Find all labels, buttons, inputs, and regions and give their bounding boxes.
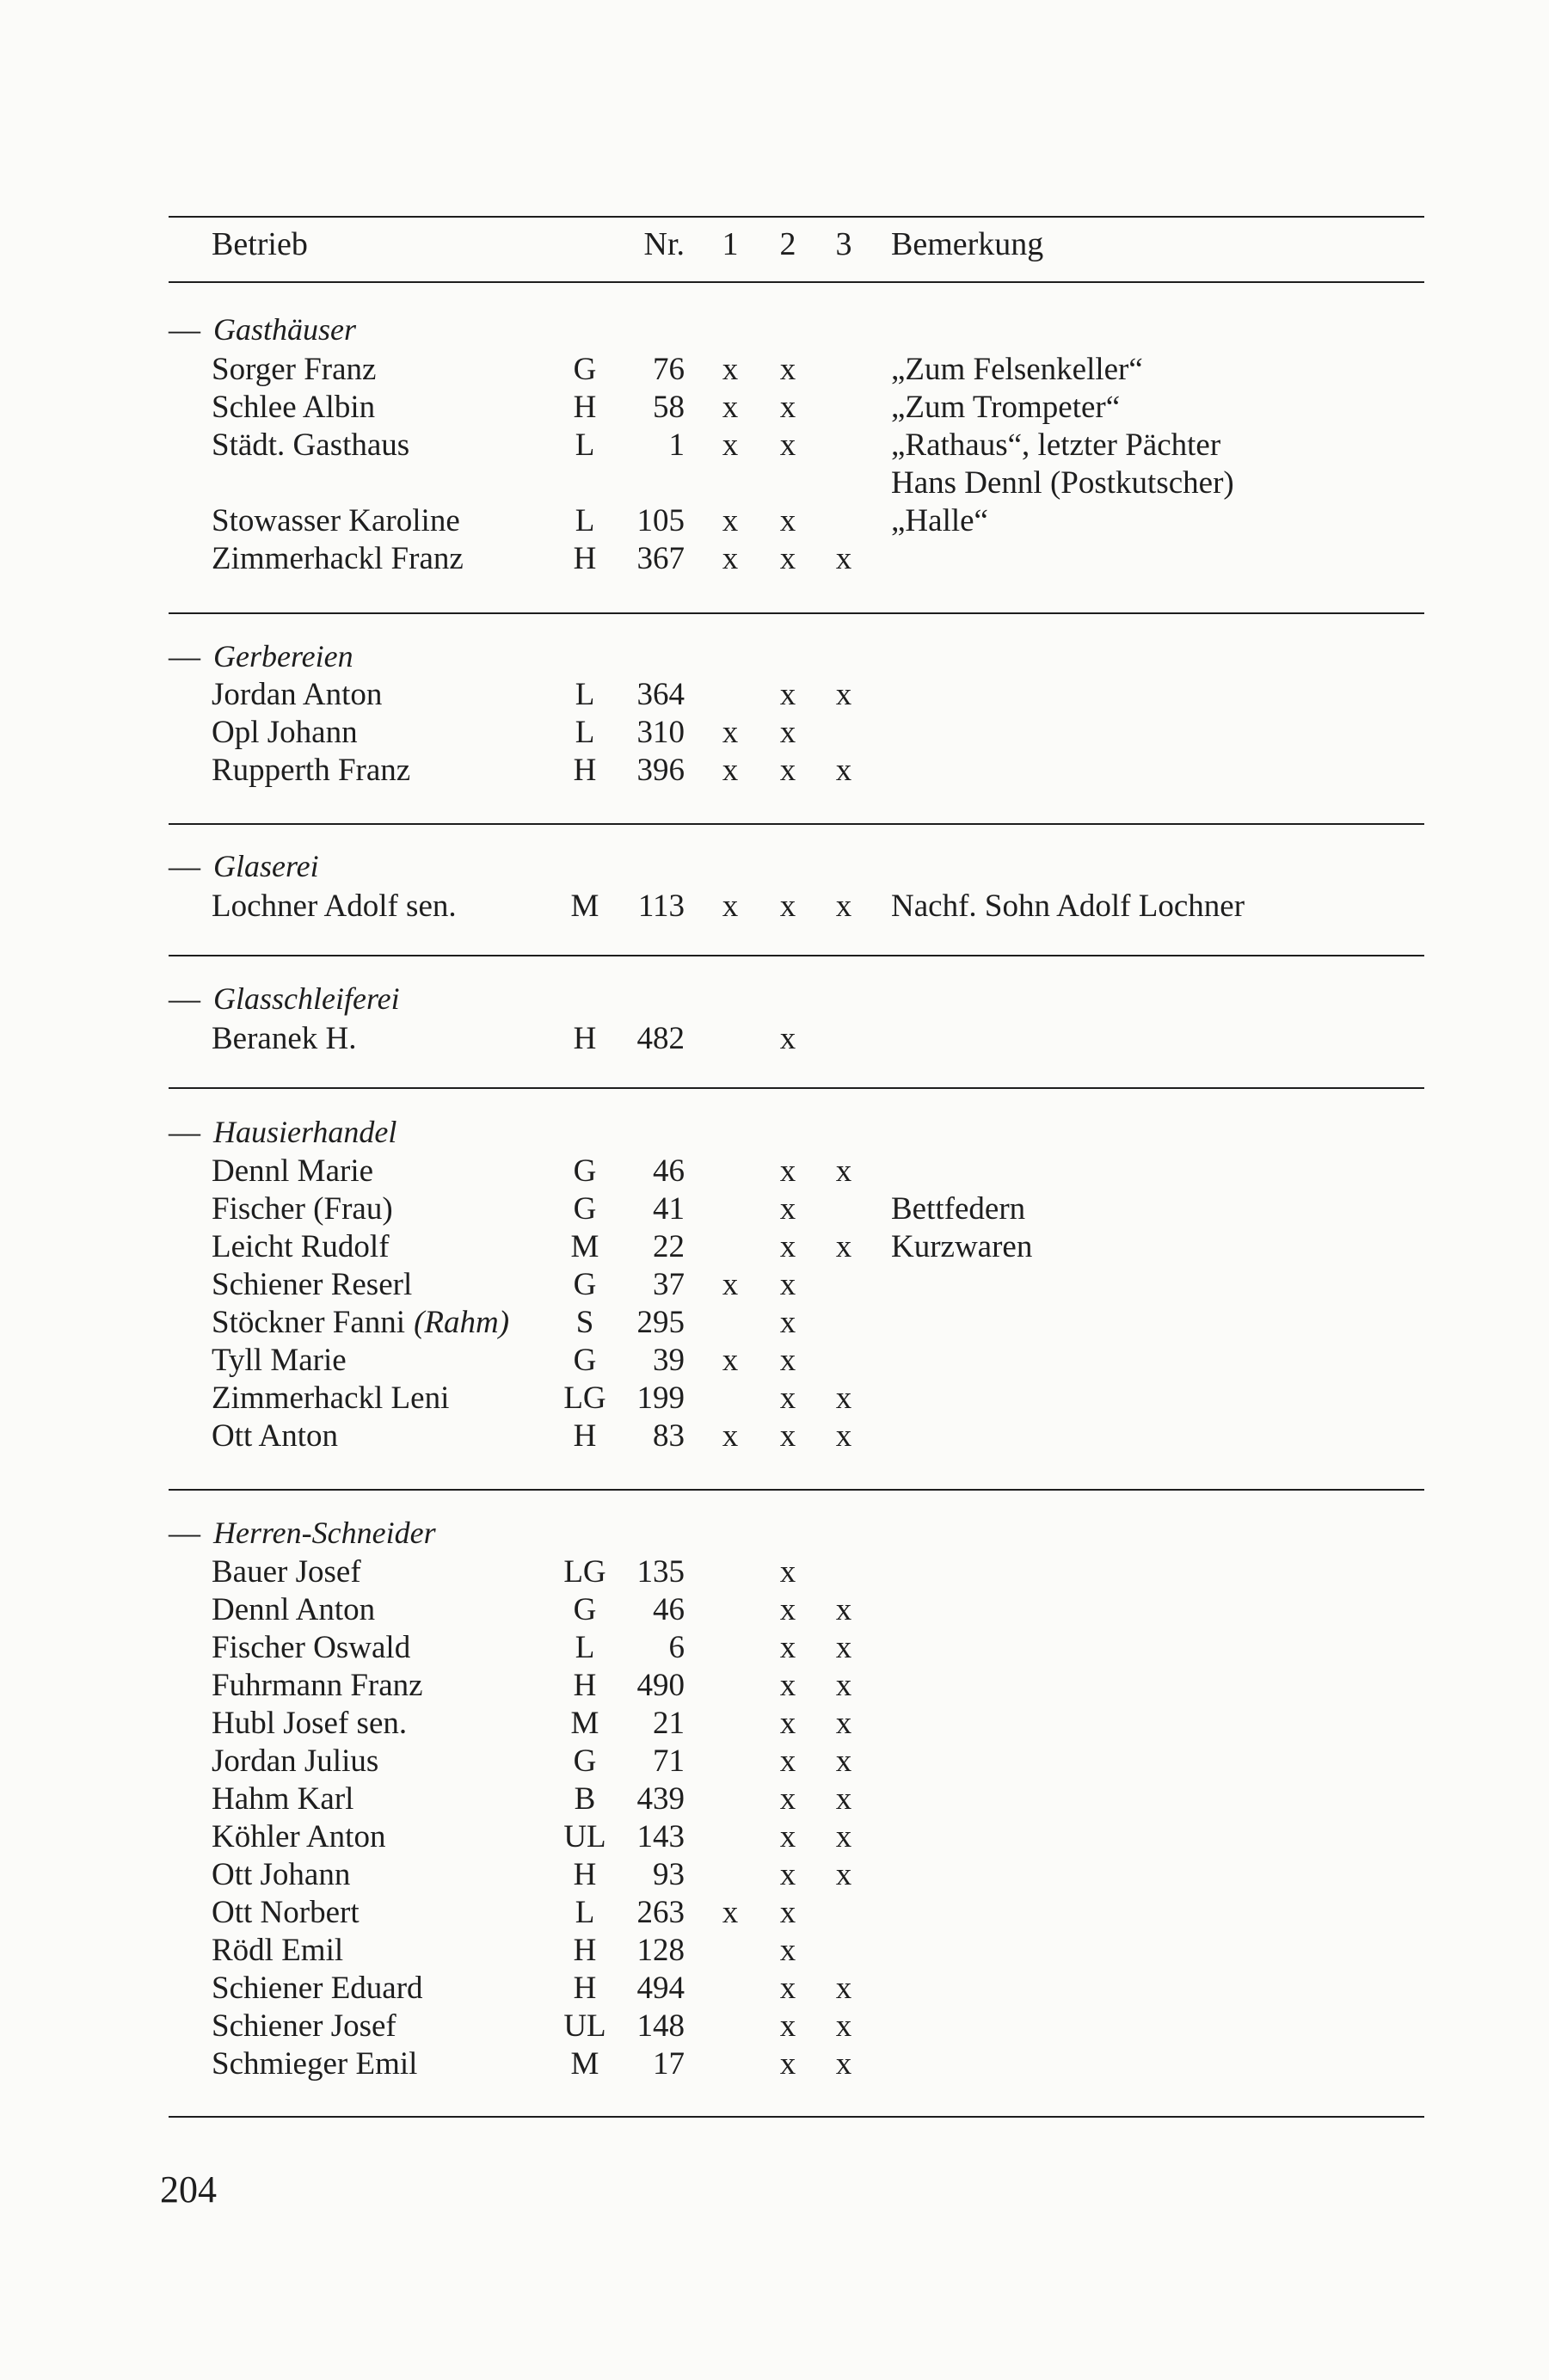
entry-col-2: x: [779, 1819, 796, 1854]
entry-col-2: x: [779, 1418, 796, 1454]
section-rule: [169, 823, 1424, 825]
entry-col-3: x: [835, 1153, 852, 1189]
header-col-2: 2: [779, 226, 796, 262]
entry-nr: 113: [637, 889, 685, 924]
section-rule: [169, 955, 1424, 956]
entry-name-group: [212, 1304, 509, 1341]
entry-name: Schmieger Emil: [212, 2046, 418, 2082]
entry-remark: Hans Dennl (Postkutscher): [891, 465, 1234, 501]
entry-col-2: x: [779, 753, 796, 788]
entry-name: Zimmerhackl Leni: [212, 1381, 450, 1416]
entry-nr: 494: [636, 1971, 685, 2006]
entry-code: M: [570, 1229, 599, 1264]
section-dash: —: [169, 312, 200, 347]
entry-nr: 6: [668, 1630, 685, 1665]
entry-nr: 17: [653, 2046, 685, 2082]
entry-code: H: [573, 541, 597, 576]
entry-code: LG: [563, 1554, 606, 1590]
entry-col-2: x: [779, 1343, 796, 1378]
entry-col-2: x: [779, 1781, 796, 1817]
entry-remark: „Zum Felsenkeller“: [891, 352, 1143, 387]
entry-code: H: [573, 1021, 597, 1056]
page-number: 204: [160, 2168, 217, 2211]
entry-name: Sorger Franz: [212, 352, 377, 387]
entry-col-3: x: [835, 1743, 852, 1779]
entry-col-1: x: [722, 427, 739, 463]
entry-name: Städt. Gasthaus: [212, 427, 410, 463]
entry-col-3: x: [835, 1381, 852, 1416]
entry-remark: „Zum Trompeter“: [891, 390, 1121, 425]
entry-code: G: [573, 1191, 597, 1227]
entry-remark: Kurzwaren: [891, 1229, 1033, 1264]
entry-code: L: [575, 715, 595, 750]
entry-col-1: x: [722, 1267, 739, 1302]
entry-col-3: x: [835, 753, 852, 788]
entry-code: L: [575, 1630, 595, 1665]
entry-col-2: x: [779, 677, 796, 712]
entry-nr: 83: [653, 1418, 685, 1454]
entry-col-1: x: [722, 715, 739, 750]
entry-col-1: x: [722, 753, 739, 788]
entry-col-3: x: [835, 1668, 852, 1703]
entry-code: M: [570, 2046, 599, 2082]
section-dash: —: [169, 1115, 200, 1150]
entry-nr: 367: [636, 541, 685, 576]
entry-col-2: x: [779, 1305, 796, 1340]
entry-col-3: x: [835, 1229, 852, 1264]
entry-col-3: x: [835, 1971, 852, 2006]
entry-col-2: x: [779, 1229, 796, 1264]
entry-code: G: [573, 1153, 597, 1189]
entry-nr: 41: [653, 1191, 685, 1227]
entry-col-2: x: [779, 1857, 796, 1892]
section-dash: —: [169, 639, 200, 674]
entry-name: Hahm Karl: [212, 1781, 354, 1817]
entry-code: H: [573, 1971, 597, 2006]
header-nr: Nr.: [643, 226, 685, 262]
entry-col-2: x: [779, 541, 796, 576]
entry-code: G: [573, 352, 597, 387]
section-rule: [169, 612, 1424, 614]
entry-col-3: x: [835, 2046, 852, 2082]
entry-nr: 76: [653, 352, 685, 387]
entry-col-2: x: [779, 1668, 796, 1703]
entry-name: Rödl Emil: [212, 1933, 344, 1968]
entry-col-2: x: [779, 1021, 796, 1056]
entry-col-3: x: [835, 541, 852, 576]
entry-col-3: x: [835, 1418, 852, 1454]
entry-name: Jordan Anton: [212, 677, 383, 712]
entry-code: M: [570, 889, 599, 924]
entry-name: Stöckner Fanni: [212, 1305, 406, 1340]
entry-code: UL: [563, 1819, 606, 1854]
entry-name: Ott Johann: [212, 1857, 351, 1892]
entry-code: L: [575, 1895, 595, 1930]
entry-nr: 135: [636, 1554, 685, 1590]
header-col-1: 1: [722, 226, 739, 262]
entry-col-3: x: [835, 2008, 852, 2044]
entry-name: Schiener Josef: [212, 2008, 396, 2044]
entry-nr: 21: [653, 1706, 685, 1741]
entry-col-3: x: [835, 889, 852, 924]
entry-name: Beranek H.: [212, 1021, 357, 1056]
entry-code: S: [575, 1305, 594, 1340]
entry-col-1: x: [722, 889, 739, 924]
entry-col-1: x: [722, 390, 739, 425]
entry-code: L: [575, 427, 595, 463]
entry-name: Leicht Rudolf: [212, 1229, 390, 1264]
entry-code: M: [570, 1706, 599, 1741]
entry-nr: 490: [636, 1668, 685, 1703]
entry-col-2: x: [779, 1743, 796, 1779]
entry-name: Opl Johann: [212, 715, 358, 750]
entry-col-2: x: [779, 1592, 796, 1627]
entry-name: Fischer (Frau): [212, 1191, 393, 1227]
entry-col-3: x: [835, 677, 852, 712]
entry-name: Schlee Albin: [212, 390, 376, 425]
entry-nr: 143: [636, 1819, 685, 1854]
entry-name-note: (Rahm): [414, 1305, 510, 1340]
entry-col-2: x: [779, 1895, 796, 1930]
entry-col-3: x: [835, 1781, 852, 1817]
entry-col-2: x: [779, 352, 796, 387]
section-rule: [169, 1489, 1424, 1491]
entry-name: Lochner Adolf sen.: [212, 889, 457, 924]
section-rule: [169, 2116, 1424, 2118]
entry-nr: 310: [636, 715, 685, 750]
entry-remark: Bettfedern: [891, 1191, 1026, 1227]
entry-code: L: [575, 677, 595, 712]
entry-col-2: x: [779, 1191, 796, 1227]
entry-nr: 1: [668, 427, 685, 463]
section-title: Herren-Schneider: [213, 1516, 436, 1550]
entry-code: G: [573, 1743, 597, 1779]
entry-remark: „Rathaus“, letzter Pächter: [891, 427, 1221, 463]
entry-name: Dennl Anton: [212, 1592, 376, 1627]
entry-code: UL: [563, 2008, 606, 2044]
entry-nr: 148: [636, 2008, 685, 2044]
section-title: Gerbereien: [213, 639, 353, 673]
entry-code: H: [573, 1933, 597, 1968]
entry-nr: 295: [636, 1305, 685, 1340]
entry-nr: 46: [653, 1153, 685, 1189]
entry-code: G: [573, 1592, 597, 1627]
entry-col-1: x: [722, 1343, 739, 1378]
entry-col-2: x: [779, 390, 796, 425]
header-bemerkung: Bemerkung: [891, 226, 1044, 262]
entry-col-3: x: [835, 1630, 852, 1665]
entry-name: Rupperth Franz: [212, 753, 411, 788]
entry-nr: 46: [653, 1592, 685, 1627]
entry-col-3: x: [835, 1706, 852, 1741]
entry-code: H: [573, 1668, 597, 1703]
section-title: Gasthäuser: [213, 312, 357, 347]
header-rule: [169, 281, 1424, 283]
entry-col-2: x: [779, 1933, 796, 1968]
entry-name: Fuhrmann Franz: [212, 1668, 423, 1703]
entry-code: G: [573, 1267, 597, 1302]
entry-code: H: [573, 390, 597, 425]
entry-col-2: x: [779, 427, 796, 463]
entry-col-3: x: [835, 1857, 852, 1892]
entry-col-1: x: [722, 541, 739, 576]
entry-col-2: x: [779, 889, 796, 924]
section-title: Hausierhandel: [213, 1115, 397, 1149]
entry-name: Ott Norbert: [212, 1895, 360, 1930]
entry-code: G: [573, 1343, 597, 1378]
entry-col-2: x: [779, 715, 796, 750]
entry-nr: 39: [653, 1343, 685, 1378]
entry-col-1: x: [722, 1418, 739, 1454]
entry-col-2: x: [779, 1971, 796, 2006]
entry-col-2: x: [779, 2008, 796, 2044]
entry-nr: 22: [653, 1229, 685, 1264]
entry-nr: 93: [653, 1857, 685, 1892]
header-col-3: 3: [835, 226, 852, 262]
header-betrieb: Betrieb: [212, 226, 308, 262]
entry-col-2: x: [779, 1153, 796, 1189]
entry-name: Hubl Josef sen.: [212, 1706, 408, 1741]
entry-nr: 396: [636, 753, 685, 788]
entry-name: Schiener Reserl: [212, 1267, 413, 1302]
entry-code: L: [575, 503, 595, 538]
entry-code: LG: [563, 1381, 606, 1416]
entry-col-3: x: [835, 1819, 852, 1854]
entry-name: Jordan Julius: [212, 1743, 379, 1779]
entry-col-2: x: [779, 1630, 796, 1665]
entry-col-2: x: [779, 503, 796, 538]
entry-remark: „Halle“: [891, 503, 988, 538]
entry-remark: Nachf. Sohn Adolf Lochner: [891, 889, 1245, 924]
entry-col-2: x: [779, 1267, 796, 1302]
entry-col-2: x: [779, 1706, 796, 1741]
entry-col-2: x: [779, 1554, 796, 1590]
entry-nr: 482: [636, 1021, 685, 1056]
entry-nr: 58: [653, 390, 685, 425]
entry-name: Tyll Marie: [212, 1343, 347, 1378]
section-rule: [169, 1087, 1424, 1089]
top-rule: [169, 216, 1424, 218]
entry-nr: 105: [636, 503, 685, 538]
entry-code: H: [573, 753, 597, 788]
entry-name: Dennl Marie: [212, 1153, 374, 1189]
entry-nr: 37: [653, 1267, 685, 1302]
entry-nr: 364: [636, 677, 685, 712]
entry-col-1: x: [722, 1895, 739, 1930]
entry-col-2: x: [779, 2046, 796, 2082]
entry-col-1: x: [722, 352, 739, 387]
entry-code: H: [573, 1857, 597, 1892]
entry-name: Stowasser Karoline: [212, 503, 460, 538]
entry-col-2: x: [779, 1381, 796, 1416]
section-dash: —: [169, 981, 200, 1017]
entry-code: B: [574, 1781, 596, 1817]
section-dash: —: [169, 849, 200, 884]
entry-nr: 71: [653, 1743, 685, 1779]
entry-name: Ott Anton: [212, 1418, 338, 1454]
entry-col-3: x: [835, 1592, 852, 1627]
entry-name: Köhler Anton: [212, 1819, 386, 1854]
section-dash: —: [169, 1516, 200, 1551]
entry-name: Schiener Eduard: [212, 1971, 423, 2006]
section-title: Glaserei: [213, 849, 319, 883]
entry-nr: 128: [636, 1933, 685, 1968]
section-title: Glasschleiferei: [213, 981, 400, 1016]
entry-col-1: x: [722, 503, 739, 538]
entry-nr: 199: [636, 1381, 685, 1416]
entry-name: Bauer Josef: [212, 1554, 361, 1590]
entry-name: Fischer Oswald: [212, 1630, 411, 1665]
entry-code: H: [573, 1418, 597, 1454]
entry-nr: 263: [636, 1895, 685, 1930]
entry-nr: 439: [636, 1781, 685, 1817]
entry-name: Zimmerhackl Franz: [212, 541, 464, 576]
